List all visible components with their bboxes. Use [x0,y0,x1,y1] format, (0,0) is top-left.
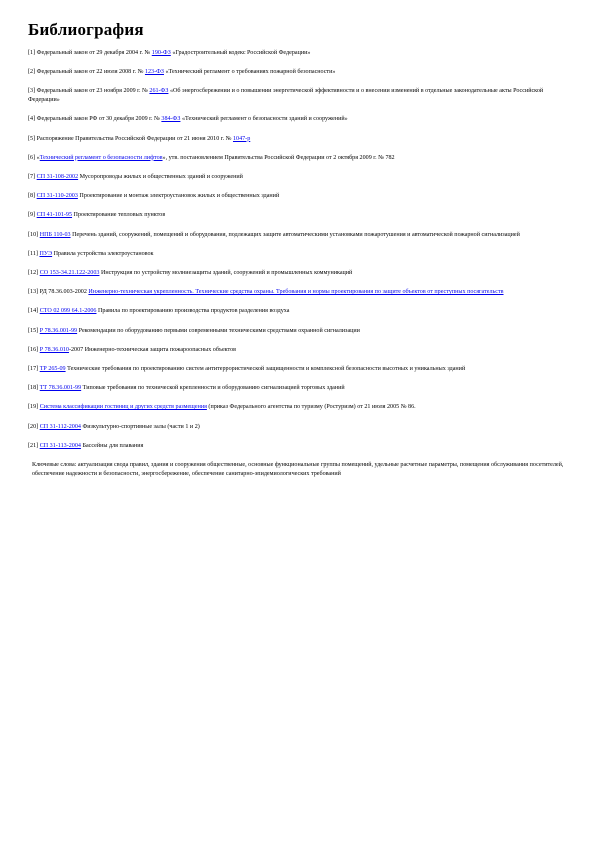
entry-suffix: Типовые требования по технической крепленности и оборудованию сигнализацией торговых зданий [81,385,345,392]
entry-prefix: [1] Федеральный закон от 29 декабря 2004 г. № [28,50,152,56]
bibliography-entry [28,115,566,124]
entry-suffix: », утв. постановлением Правительства Российской Федерации от 2 октября 2009 г. № 782 [162,154,395,161]
entry-link[interactable]: ТТ 78.36.001-99 [39,385,82,392]
entry-link[interactable]: Инженерно-техническая укрепленность. Технические средства охраны. Требования и нормы проектирования по защите объектов от преступных посягательств [88,289,504,296]
entry-link[interactable]: 123-ФЗ [144,69,164,76]
bibliography-list [28,49,566,450]
entry-prefix: [6] « [28,154,40,161]
bibliography-entry [28,211,566,220]
entry-suffix: Правила устройства электроустановок [52,250,154,257]
entry-prefix: [9] [28,212,37,219]
entry-prefix: [3] Федеральный закон от 23 ноября 2009 г. № [28,88,150,95]
document-page [28,20,566,479]
bibliography-entry [28,403,566,412]
entry-link[interactable]: СТО 02 099 64.1-2006 [39,308,97,315]
entry-link[interactable]: Р 78.36.010 [39,346,69,353]
entry-suffix: «Технический регламент о безопасности зданий и сооружений» [180,116,348,123]
entry-link[interactable]: 190-ФЗ [151,50,171,56]
entry-suffix: Бассейны для плавания [80,442,144,449]
entry-link[interactable]: СП 31-110-2003 [36,193,78,200]
entry-suffix: Технические требования по проектированию систем антитеррористической защищенности и комплексной безопасности высотных и уникальных зданий [65,365,466,372]
entry-prefix: [10] [28,231,40,238]
entry-prefix: [2] Федеральный закон от 22 июля 2008 г. № [28,69,145,76]
entry-link[interactable]: ПУЭ [39,250,53,257]
bibliography-entry [28,173,566,182]
entry-link[interactable]: ТР 265-09 [39,365,66,372]
entry-link[interactable]: СП 31-108-2002 [36,173,79,180]
entry-prefix: [8] [28,193,37,200]
bibliography-entry [28,442,566,451]
entry-prefix: [15] [28,327,40,334]
bibliography-entry [28,346,566,355]
entry-prefix: [4] Федеральный закон РФ от 30 декабря 2009 г. № [28,116,162,123]
entry-link[interactable]: СО 153-34.21.122-2003 [39,269,100,276]
bibliography-entry [28,384,566,393]
entry-suffix: Инструкция по устройству молниезащиты зданий, сооружений и промышленных коммуникаций [99,269,353,276]
entry-link[interactable]: Р 78.36.001-99 [39,327,78,334]
entry-suffix: «Градостроительный кодекс Российской Федерации» [170,50,311,56]
entry-link[interactable]: НПБ 110-03 [39,231,71,238]
entry-prefix: [5] Распоряжение Правительства Российской Федерации от 21 июня 2010 г. № [28,135,233,142]
entry-prefix: [19] [28,404,40,411]
entry-link[interactable]: СП 31-113-2004 [39,442,81,449]
bibliography-entry [28,49,566,58]
entry-suffix: «Технический регламент о требованиях пожарной безопасности» [163,69,336,76]
keywords-paragraph: Ключевые слова: актуализация свода правил, здания и сооружения общественные, основные функциональные группы помещений, удельные расчетные параметры, помещения обслуживания посетителей, обеспечение надежности и безопасности, энергосбережение, обеспечение санитарно-эпидемиологических требований [32,462,564,478]
bibliography-entry [28,327,566,336]
entry-suffix: «Об энергосбережении и о повышении энергетической эффективности и о внесении изменений в отдельные законодательные акты Российской Федерации» [28,88,544,104]
entry-link[interactable]: СП 31-112-2004 [39,423,81,430]
entry-link[interactable]: СП 41-101-95 [36,212,73,219]
page-title: Библиография [28,20,144,39]
bibliography-entry [28,423,566,432]
entry-prefix: [20] [28,423,40,430]
entry-link[interactable]: 384-ФЗ [161,116,181,123]
entry-suffix: Проектирование и монтаж электроустановок жилых и общественных зданий [77,193,280,200]
bibliography-entry [28,307,566,316]
entry-suffix: Правила по проектированию производства продуктов разделения воздуха [96,308,290,315]
bibliography-entry [28,269,566,278]
bibliography-entry [28,288,566,297]
entry-suffix: -2007 Инженерно-техническая защита пожароопасных объектов [68,346,237,353]
entry-prefix: [21] [28,442,40,449]
entry-suffix: Физкультурно-спортивные залы (части 1 и 2) [80,423,200,430]
bibliography-entry [28,68,566,77]
entry-prefix: [18] [28,385,40,392]
bibliography-entry [28,154,566,163]
bibliography-entry [28,365,566,374]
entry-prefix: [16] [28,346,40,353]
bibliography-entry [28,192,566,201]
entry-prefix: [14] [28,308,40,315]
entry-prefix: [11] [28,250,40,257]
entry-link[interactable]: Технический регламент о безопасности лифтов [39,154,163,161]
entry-prefix: [12] [28,269,40,276]
entry-prefix: [17] [28,365,40,372]
entry-suffix: (приказ Федерального агентства по туризму (Ростуризм) от 21 июля 2005 № 86. [206,404,416,411]
entry-prefix: [13] РД 78.36.003-2002 [28,289,89,296]
bibliography-entry [28,250,566,259]
bibliography-entry [28,231,566,240]
entry-prefix: [7] [28,173,37,180]
bibliography-entry [28,135,566,144]
entry-suffix: Проектирование тепловых пунктов [72,212,166,219]
entry-suffix: Перечень зданий, сооружений, помещений и оборудования, подлежащих защите автоматическими установками пожаротушения и автоматической пожарной сигнализацией [70,231,520,238]
bibliography-entry [28,87,566,104]
entry-link[interactable]: 1047-р [232,135,251,142]
entry-link[interactable]: Система классификации гостиниц и других средств размещения [39,404,207,411]
entry-suffix: Рекомендации по оборудованию первыми современными техническими средствами охранной сигнализации [77,327,360,334]
entry-link[interactable]: 261-ФЗ [149,88,169,95]
entry-suffix: Мусоропроводы жилых и общественных зданий и сооружений [78,173,243,180]
